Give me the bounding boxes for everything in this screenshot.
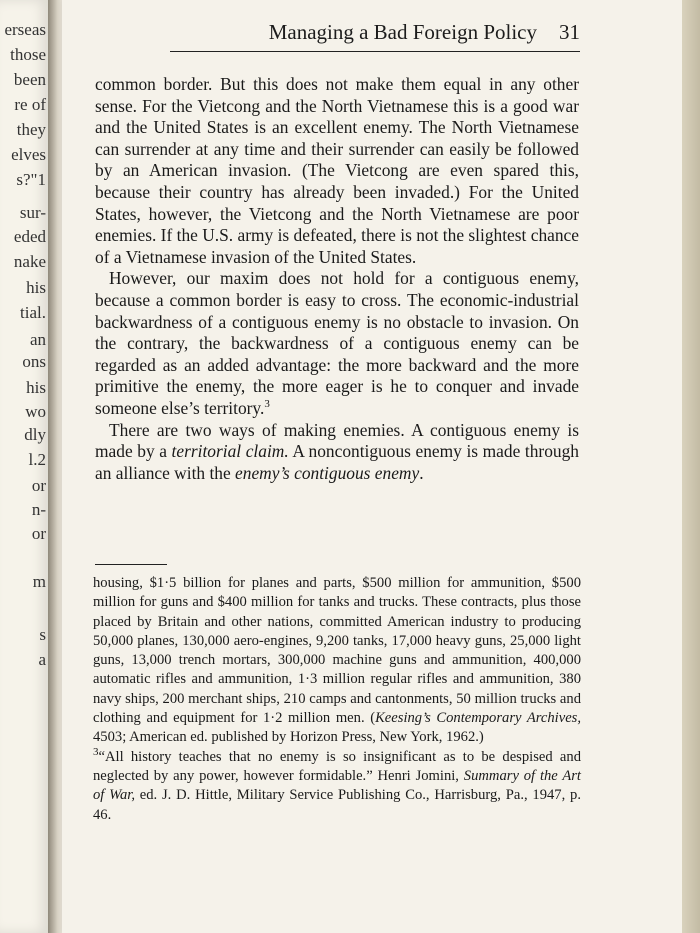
footnote-rule [95,564,167,565]
page-number: 31 [559,20,580,44]
left-page-text-fragment: an [29,330,46,349]
left-page-text-fragment: wo [25,402,46,421]
left-page-text-fragment: or [31,476,46,495]
left-page-text-fragment: dly [24,425,46,444]
paragraph-1: common border. But this does not make them equal in any other sense. For the Vietcong and the North Vietnamese this is a good war and the United States is an excellent enemy. The North Vietnamese can surrender at any time and their surrender can easily be followed by an American invasion. (The Vietcong are even spared this, because their country has already been invaded.) For the United States, however, the Vietcong and the North Vietnamese are poor enemies. If the U.S. army is defeated, there is not the slightest chance of a Vietnamese invasion of the United States. [95,74,579,267]
left-page-text-fragment: been [13,70,46,89]
note-ref-3: 3 [264,398,270,411]
left-page-text-fragment: elves [11,145,46,164]
left-page-text-fragment: s?"1 [16,170,46,189]
left-page-text-fragment: nake [13,252,46,271]
left-page-text-fragment: or [31,524,46,543]
emphasis-enemys-contiguous-enemy: enemy’s contiguous enemy [235,462,420,483]
footnotes [93,574,581,825]
running-header [170,20,580,45]
footnote-3-number: 3 [93,745,99,758]
left-page-text-fragment: m [32,572,46,591]
header-rule [170,51,580,52]
footnote-continued: housing, $1·5 billion for planes and parts, $500 million for ammunition, $500 million for guns and $400 million for tanks and trucks. These contracts, plus those placed by Britain and other nations, committed American industry to producing 50,000 planes, 130,000 aero-engines, 9,200 tanks, 17,000 heavy guns, 25,000 light guns, 13,000 trench mortars, 300,000 machine guns and ammunition, 400,000 automatic rifles and ammunition, 1·3 million regular rifles and ammunition, 380 navy ships, 200 merchant ships, 210 camps and cantonments, 50 million trucks and clothing and equipment for 1·2 million men. (Keesing’s Contemporary Archives, 4503; American ed. published by Horizon Press, New York, 1962.) [93,575,582,746]
main-text [95,74,579,484]
left-page-text-fragment: n- [31,500,46,519]
emphasis-territorial-claim: territorial claim. [171,441,289,462]
paragraph-2: However, our maxim does not hold for a contiguous enemy, because a common border is easy to cross. The economic-industrial backwardness of a contiguous enemy is no obstacle to invasion. On the contrary, the backwardness of a contiguous enemy can be regarded as an added advantage: the more backward and the more primitive the enemy, the more eager is he to conquer and invade someone else’s territory.$^3$ [95,268,579,418]
left-facing-page [0,0,51,933]
left-page-text-fragment: sur- [19,203,46,222]
footnote-3: $^3$“All history teaches that no enemy is so insignificant as to be despised and neglected by any power, however formidable.” Henri Jomini, Summary of the Art of War, ed. J. D. Hittle, Military Service Publishing Co., Harrisburg, Pa., 1947, p. 46. [93,745,581,823]
left-page-text-fragment: his [26,278,46,297]
page-edge [682,0,700,933]
left-page-text-fragment: eded [13,227,46,246]
left-page-text-fragment: l.2 [28,450,46,469]
left-page-text-fragment: a [38,650,46,669]
left-page-text-fragment: ons [22,352,46,371]
citation-title: Summary of the Art of War, [93,767,581,804]
citation-title: Keesing’s Contemporary Archives, [375,710,582,727]
left-page-text-fragment: tial. [20,303,46,322]
running-title: Managing a Bad Foreign Policy [268,20,537,44]
left-page-text-fragment: those [10,45,46,64]
paragraph-3: There are two ways of making enemies. A contiguous enemy is made by a territorial claim. A noncontiguous enemy is made through an alliance with the enemy’s contiguous enemy. [95,419,580,483]
left-page-text-fragment: s [39,625,46,644]
left-page-text-fragment: his [26,378,46,397]
left-page-text-fragment: re of [14,95,46,114]
left-page-text-fragment: they [16,120,46,139]
left-page-text-fragment: erseas [4,20,46,39]
